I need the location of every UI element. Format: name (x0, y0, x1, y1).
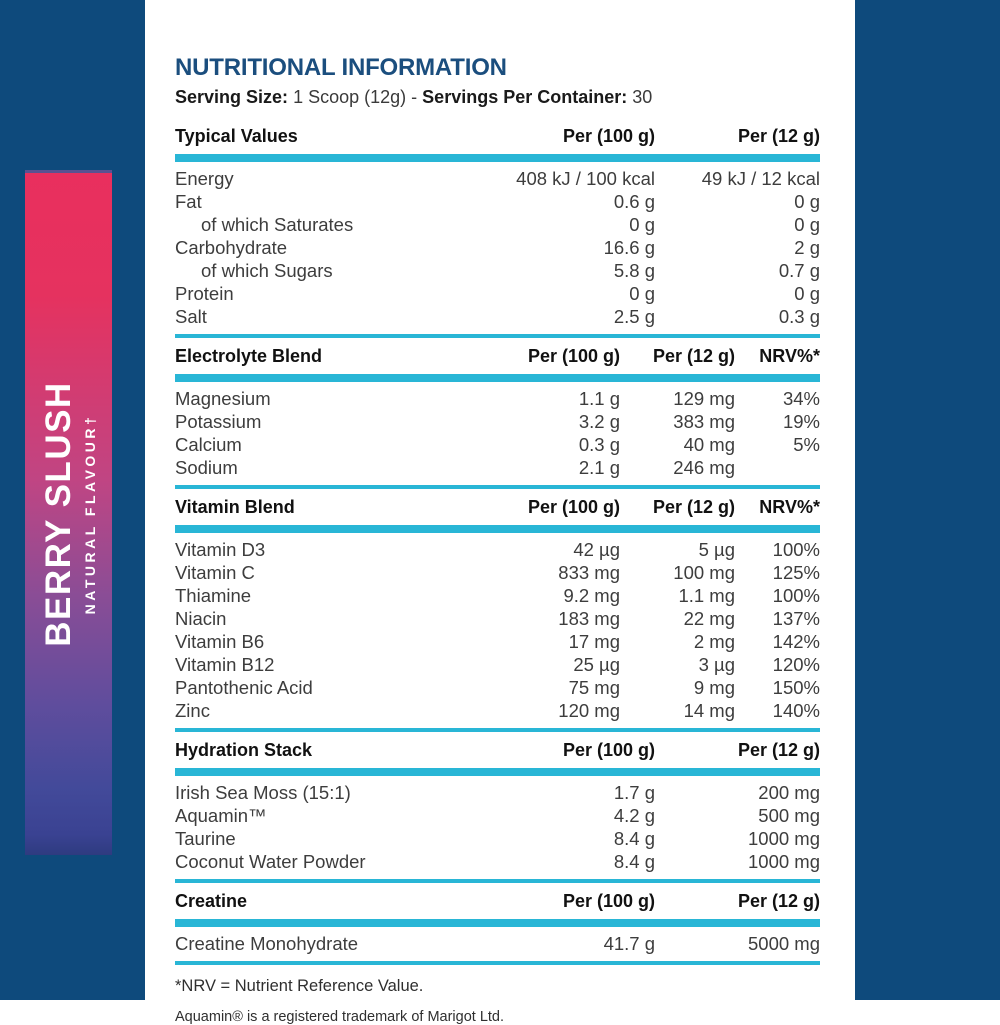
section-rows (175, 382, 820, 485)
column-header: Per (100 g) (527, 346, 620, 367)
table-row (175, 190, 820, 213)
row-value: 0.3 g (578, 434, 620, 456)
row-value: 5000 mg (748, 933, 820, 955)
row-value: 183 mg (558, 608, 620, 630)
row-label: Vitamin B12 (175, 654, 275, 676)
column-header: NRV%* (759, 497, 820, 518)
row-value: 1000 mg (748, 828, 820, 850)
table-row (175, 630, 820, 653)
row-label: Coconut Water Powder (175, 851, 366, 873)
section-electrolyte-blend (175, 338, 820, 485)
row-value: 8.4 g (613, 828, 655, 850)
table-row (175, 850, 820, 873)
row-label: Salt (175, 306, 207, 328)
nrv-footnote: *NRV = Nutrient Reference Value. (175, 977, 424, 996)
row-value: 75 mg (568, 677, 620, 699)
section-rows (175, 162, 820, 334)
section-hydration-stack (175, 732, 820, 879)
section-rows (175, 776, 820, 879)
row-label: Fat (175, 191, 202, 213)
row-value: 3 µg (698, 654, 735, 676)
row-value: 0.6 g (613, 191, 655, 213)
table-row (175, 561, 820, 584)
row-value: 383 mg (673, 411, 735, 433)
row-label: of which Sugars (201, 260, 333, 282)
row-value: 137% (772, 608, 820, 630)
table-row (175, 932, 820, 955)
row-value: 0 g (794, 283, 820, 305)
row-label: Carbohydrate (175, 237, 288, 259)
row-value: 140% (772, 700, 820, 722)
row-value: 1.1 g (578, 388, 620, 410)
row-value: 100% (772, 585, 820, 607)
section-header-rule (175, 919, 820, 927)
table-row (175, 804, 820, 827)
row-label: Niacin (175, 608, 227, 630)
row-label: of which Saturates (201, 214, 354, 236)
row-value: 0 g (794, 214, 820, 236)
row-value: 17 mg (568, 631, 620, 653)
table-row (175, 433, 820, 456)
row-value: 8.4 g (613, 851, 655, 873)
nutrition-sections (175, 118, 820, 965)
section-typical-values (175, 118, 820, 334)
serving-size-value: 1 Scoop (12g) (293, 87, 407, 108)
row-value: 142% (772, 631, 820, 653)
section-rows (175, 927, 820, 961)
row-value: 22 mg (683, 608, 735, 630)
row-label: Creatine Monohydrate (175, 933, 359, 955)
row-value: 833 mg (558, 562, 620, 584)
row-label: Zinc (175, 700, 210, 722)
row-value: 129 mg (673, 388, 735, 410)
row-value: 500 mg (758, 805, 820, 827)
section-header-rule (175, 154, 820, 162)
row-value: 0.7 g (778, 260, 820, 282)
section-title: Creatine (175, 891, 248, 912)
flavour-banner (25, 170, 112, 855)
row-value: 34% (782, 388, 820, 410)
row-value: 16.6 g (603, 237, 655, 259)
column-header: Per (12 g) (737, 126, 820, 147)
row-value: 2 mg (693, 631, 735, 653)
row-value: 49 kJ / 12 kcal (701, 168, 820, 190)
table-row (175, 282, 820, 305)
servings-per-container-label: Servings Per Container: (422, 87, 628, 108)
section-title: Vitamin Blend (175, 497, 295, 518)
section-creatine (175, 883, 820, 961)
row-value: 120 mg (558, 700, 620, 722)
row-value: 100 mg (673, 562, 735, 584)
row-value: 42 µg (573, 539, 620, 561)
row-value: 120% (772, 654, 820, 676)
row-label: Energy (175, 168, 234, 190)
row-value: 200 mg (758, 782, 820, 804)
section-header-rule (175, 374, 820, 382)
section-title: Electrolyte Blend (175, 346, 323, 367)
row-label: Magnesium (175, 388, 271, 410)
footnotes (175, 977, 820, 1025)
section-vitamin-blend (175, 489, 820, 728)
table-row (175, 827, 820, 850)
row-label: Protein (175, 283, 234, 305)
serving-separator: - (411, 87, 418, 108)
row-value: 150% (772, 677, 820, 699)
section-header (175, 118, 820, 154)
row-value: 5 µg (698, 539, 735, 561)
row-value: 2 g (794, 237, 820, 259)
row-label: Irish Sea Moss (15:1) (175, 782, 351, 804)
servings-per-container-value: 30 (632, 87, 653, 108)
row-value: 0 g (629, 214, 655, 236)
row-label: Pantothenic Acid (175, 677, 313, 699)
column-header: Per (100 g) (527, 497, 620, 518)
row-value: 408 kJ / 100 kcal (516, 168, 655, 190)
table-row (175, 456, 820, 479)
column-header: Per (12 g) (737, 740, 820, 761)
column-header: Per (12 g) (652, 497, 735, 518)
table-row (175, 781, 820, 804)
column-header: Per (12 g) (737, 891, 820, 912)
section-header (175, 883, 820, 919)
row-value: 25 µg (573, 654, 620, 676)
table-row (175, 538, 820, 561)
row-value: 9.2 mg (563, 585, 620, 607)
row-value: 0 g (794, 191, 820, 213)
row-value: 14 mg (683, 700, 735, 722)
flavour-name: BERRY SLUSH (38, 381, 78, 647)
section-rows (175, 533, 820, 728)
section-header-rule (175, 525, 820, 533)
row-value: 2.1 g (578, 457, 620, 479)
row-value: 1.1 mg (678, 585, 735, 607)
label-content (175, 55, 820, 1025)
column-header: Per (12 g) (652, 346, 735, 367)
flavour-banner-text (38, 381, 98, 647)
section-title: Hydration Stack (175, 740, 313, 761)
column-header: Per (100 g) (562, 891, 655, 912)
row-value: 4.2 g (613, 805, 655, 827)
row-label: Vitamin B6 (175, 631, 265, 653)
row-value: 5% (793, 434, 820, 456)
table-row (175, 410, 820, 433)
table-row (175, 699, 820, 722)
row-value: 40 mg (683, 434, 735, 456)
row-value: 3.2 g (578, 411, 620, 433)
row-value: 2.5 g (613, 306, 655, 328)
row-value: 100% (772, 539, 820, 561)
row-label: Potassium (175, 411, 262, 433)
row-value: 246 mg (673, 457, 735, 479)
row-label: Sodium (175, 457, 238, 479)
table-row (175, 167, 820, 190)
section-header (175, 489, 820, 525)
table-bottom-rule (175, 961, 820, 965)
column-header: Per (100 g) (562, 740, 655, 761)
row-value: 125% (772, 562, 820, 584)
table-row (175, 653, 820, 676)
row-value: 1000 mg (748, 851, 820, 873)
section-header (175, 338, 820, 374)
table-row (175, 607, 820, 630)
row-value: 9 mg (693, 677, 735, 699)
row-label: Taurine (175, 828, 236, 850)
trademark-footnote: Aquamin® is a registered trademark of Marigot Ltd. (175, 1009, 505, 1025)
table-row (175, 676, 820, 699)
serving-info (175, 88, 820, 108)
column-header: Per (100 g) (562, 126, 655, 147)
row-label: Vitamin D3 (175, 539, 266, 561)
serving-size-label: Serving Size: (175, 87, 289, 108)
row-label: Aquamin™ (175, 805, 267, 827)
row-value: 41.7 g (603, 933, 655, 955)
section-title: Typical Values (175, 126, 298, 147)
table-row (175, 584, 820, 607)
table-row (175, 213, 820, 236)
page-title: NUTRITIONAL INFORMATION (175, 54, 507, 81)
row-value: 1.7 g (613, 782, 655, 804)
row-label: Calcium (175, 434, 242, 456)
table-row (175, 236, 820, 259)
row-label: Vitamin C (175, 562, 255, 584)
row-label: Thiamine (175, 585, 252, 607)
section-header-rule (175, 768, 820, 776)
table-row (175, 305, 820, 328)
row-value: 0 g (629, 283, 655, 305)
row-value: 5.8 g (613, 260, 655, 282)
table-row (175, 259, 820, 282)
section-header (175, 732, 820, 768)
right-navy-border (855, 0, 1000, 1000)
flavour-subtitle: NATURAL FLAVOUR† (81, 413, 98, 615)
row-value: 0.3 g (778, 306, 820, 328)
table-row (175, 387, 820, 410)
column-header: NRV%* (759, 346, 820, 367)
row-value: 19% (782, 411, 820, 433)
